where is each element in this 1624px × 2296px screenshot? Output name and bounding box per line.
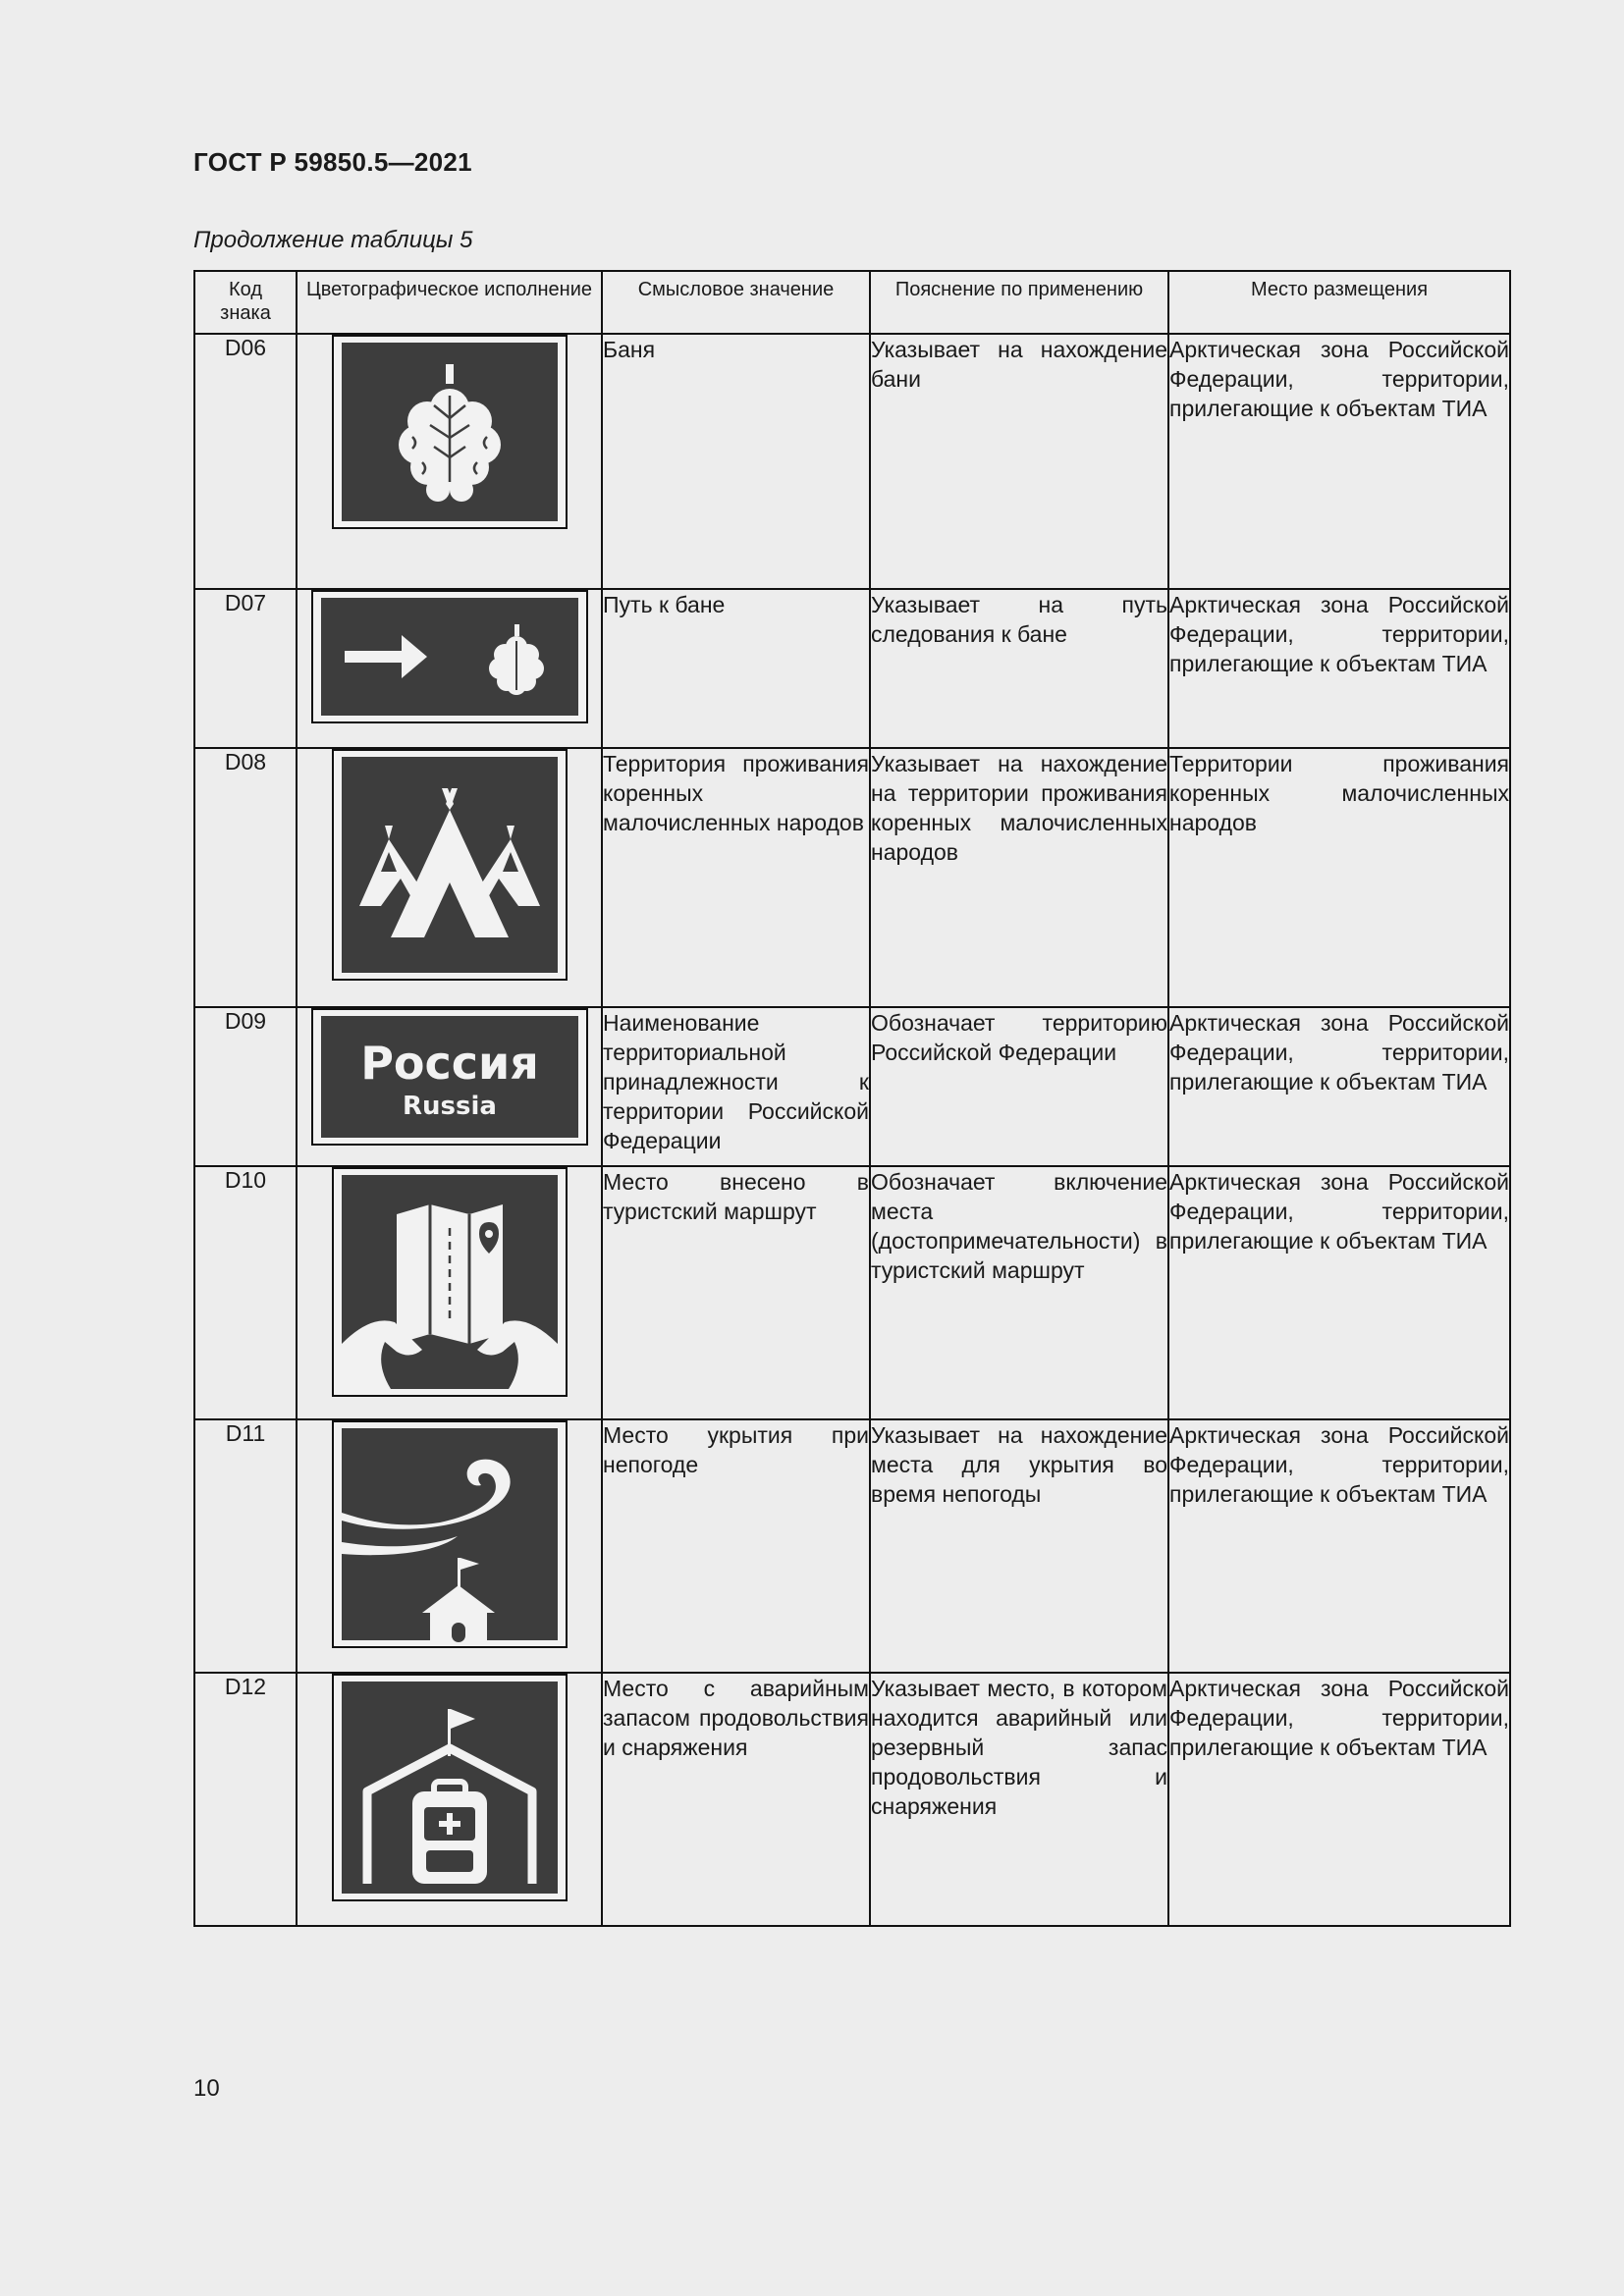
sign-graphic-cell	[297, 1419, 602, 1673]
header-placement: Место размещения	[1168, 271, 1510, 334]
header-explanation: Пояснение по применению	[870, 271, 1168, 334]
sign-explanation: Указывает на путь следования к бане	[870, 589, 1168, 748]
sign-code: D07	[194, 589, 297, 748]
sign-explanation: Указывает на нахождение бани	[870, 334, 1168, 589]
table-header-row	[194, 271, 1510, 334]
sign-code: D11	[194, 1419, 297, 1673]
bath-broom-icon	[332, 335, 568, 529]
russia-sign-icon	[311, 1008, 588, 1146]
sign-explanation: Обозначает включение места (достопримечательности) в туристский маршрут	[870, 1166, 1168, 1419]
sign-graphic-cell	[297, 1007, 602, 1166]
table-row	[194, 1166, 1510, 1419]
sign-meaning: Место с аварийным запасом продовольствия и снаряжения	[602, 1673, 870, 1926]
table-row	[194, 1007, 1510, 1166]
sign-placement: Территории проживания коренных малочисленных народов	[1168, 748, 1510, 1007]
sign-code: D09	[194, 1007, 297, 1166]
sign-explanation: Указывает место, в котором находится аварийный или резервный запас продовольствия и снаряжения	[870, 1673, 1168, 1926]
sign-explanation: Обозначает территорию Российской Федерации	[870, 1007, 1168, 1166]
sign-text-sub: Russia	[402, 1092, 497, 1121]
table-row	[194, 1419, 1510, 1673]
sign-code: D12	[194, 1673, 297, 1926]
sign-meaning: Место внесено в туристский маршрут	[602, 1166, 870, 1419]
sign-graphic-cell	[297, 589, 602, 748]
sign-code: D08	[194, 748, 297, 1007]
sign-text-main: Россия	[359, 1037, 539, 1090]
sign-graphic-cell	[297, 334, 602, 589]
header-code: Код знака	[194, 271, 297, 334]
sign-graphic-cell	[297, 1673, 602, 1926]
emergency-supply-icon	[332, 1674, 568, 1901]
sign-explanation: Указывает на нахождение на территории проживания коренных малочисленных народов	[870, 748, 1168, 1007]
sign-placement: Арктическая зона Российской Федерации, территории, прилегающие к объектам ТИА	[1168, 1673, 1510, 1926]
sign-placement: Арктическая зона Российской Федерации, территории, прилегающие к объектам ТИА	[1168, 589, 1510, 748]
sign-placement: Арктическая зона Российской Федерации, территории, прилегающие к объектам ТИА	[1168, 1166, 1510, 1419]
header-graphic: Цветографическое исполнение	[297, 271, 602, 334]
page-number: 10	[193, 2075, 220, 2102]
map-in-hands-icon	[332, 1167, 568, 1397]
table-row	[194, 589, 1510, 748]
sign-placement: Арктическая зона Российской Федерации, территории, прилегающие к объектам ТИА	[1168, 1007, 1510, 1166]
sign-meaning: Территория проживания коренных малочисленных народов	[602, 748, 870, 1007]
wind-shelter-icon	[332, 1420, 568, 1648]
sign-meaning: Баня	[602, 334, 870, 589]
header-meaning: Смысловое значение	[602, 271, 870, 334]
standard-header: ГОСТ Р 59850.5—2021	[193, 147, 472, 177]
table-row	[194, 1673, 1510, 1926]
sign-explanation: Указывает на нахождение места для укрытия во время непогоды	[870, 1419, 1168, 1673]
tents-icon	[332, 749, 568, 981]
sign-placement: Арктическая зона Российской Федерации, территории, прилегающие к объектам ТИА	[1168, 334, 1510, 589]
sign-graphic-cell	[297, 748, 602, 1007]
table-continuation-caption: Продолжение таблицы 5	[193, 227, 473, 253]
sign-code: D06	[194, 334, 297, 589]
sign-meaning: Наименование территориальной принадлежности к территории Российской Федерации	[602, 1007, 870, 1166]
arrow-to-bath-icon	[311, 590, 588, 723]
sign-meaning: Место укрытия при непогоде	[602, 1419, 870, 1673]
sign-placement: Арктическая зона Российской Федерации, территории, прилегающие к объектам ТИА	[1168, 1419, 1510, 1673]
sign-graphic-cell	[297, 1166, 602, 1419]
sign-code: D10	[194, 1166, 297, 1419]
sign-meaning: Путь к бане	[602, 589, 870, 748]
table-row	[194, 334, 1510, 589]
table-row	[194, 748, 1510, 1007]
signs-table	[193, 270, 1511, 1927]
